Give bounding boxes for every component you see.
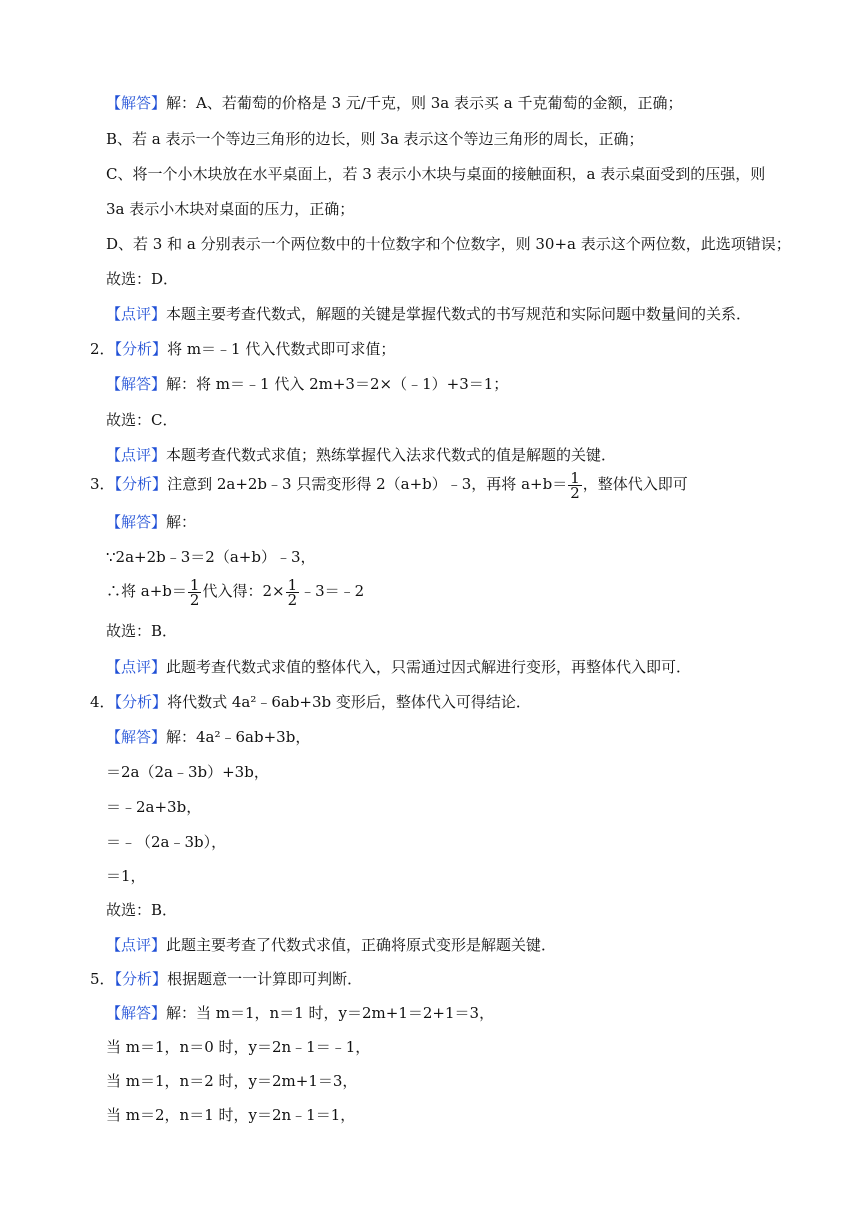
q3-analysis-text-b: ，整体代入即可 (582, 475, 688, 493)
q2-answer (106, 374, 508, 394)
q3-number: 3． (90, 475, 115, 493)
q3-analysis-text-a: 注意到 2a+2b﹣3 只需变形得 2（a+b）﹣3，再将 a+b＝ (167, 475, 568, 493)
fraction-one-half (286, 575, 300, 609)
q4-number: 4． (90, 693, 115, 711)
q4-step-1: ＝2a（2a﹣3b）+3b， (106, 763, 269, 781)
q1-answer-text-1: 解：A、若葡萄的价格是 3 元/千克，则 3a 表示买 a 千克葡萄的金额，正确； (166, 94, 683, 112)
q5-analysis-text: 根据题意一一计算即可判断． (167, 970, 363, 988)
q5-step-1: 当 m＝1，n＝0 时，y＝2n﹣1＝﹣1， (106, 1038, 371, 1056)
q1-choice: 故选：D． (106, 270, 179, 288)
q1-answer-line-3: C、将一个小木块放在水平桌面上，若 3 表示小木块与桌面的接触面积，a 表示桌面受到的压强，则 (106, 165, 766, 183)
q3-answer (106, 512, 196, 532)
q2-choice: 故选：C． (106, 411, 178, 429)
fraction-one-half (188, 575, 202, 609)
comment-tag: 【点评】 (106, 446, 167, 464)
q2-comment (106, 445, 616, 465)
q3-step-2-c: ﹣3＝﹣2 (300, 582, 365, 600)
analysis-tag: 【分析】 (114, 475, 168, 493)
answer-tag: 【解答】 (106, 1004, 167, 1022)
fraction-numerator: 1 (570, 468, 580, 487)
comment-tag: 【点评】 (106, 658, 167, 676)
q2-answer-text: 解：将 m＝﹣1 代入 2m+3＝2×（﹣1）+3＝1； (166, 375, 509, 393)
fraction-one-half (568, 468, 582, 502)
fraction-numerator: 1 (189, 575, 200, 594)
q1-answer-line-2: B、若 a 表示一个等边三角形的边长，则 3a 表示这个等边三角形的周长，正确； (106, 130, 644, 148)
fraction-denominator: 2 (570, 483, 580, 502)
q4-answer (106, 727, 310, 747)
q3-analysis (90, 467, 688, 501)
q5-analysis (90, 969, 362, 989)
q2-number: 2． (90, 340, 115, 358)
q3-step-2 (106, 574, 364, 608)
q3-choice: 故选：B． (106, 622, 178, 640)
comment-tag: 【点评】 (106, 305, 167, 323)
q1-answer-line-5: D、若 3 和 a 分别表示一个两位数中的十位数字和个位数字，则 30+a 表示这个两位数，此选项错误； (106, 235, 791, 253)
q4-step-2: ＝﹣2a+3b， (106, 798, 202, 816)
q3-comment (106, 657, 691, 677)
q5-answer-text: 解：当 m＝1，n＝1 时，y＝2m+1＝2+1＝3， (166, 1004, 495, 1022)
q5-answer (106, 1003, 494, 1023)
q4-analysis (90, 692, 531, 712)
q4-step-3: ＝﹣（2a﹣3b）， (106, 833, 227, 851)
analysis-tag: 【分析】 (114, 970, 168, 988)
q1-comment (106, 304, 751, 324)
q3-answer-text: 解： (166, 513, 197, 531)
answer-tag: 【解答】 (106, 728, 167, 746)
q3-step-2-a: ∴将 a+b＝ (106, 582, 187, 600)
q5-number: 5． (90, 970, 115, 988)
q2-comment-text: 本题考查代数式求值；熟练掌握代入法求代数式的值是解题的关键． (166, 446, 617, 464)
q4-answer-text: 解：4a²﹣6ab+3b， (166, 728, 311, 746)
q4-comment-text: 此题主要考查了代数式求值，正确将原式变形是解题关键． (166, 936, 557, 954)
q4-analysis-text: 将代数式 4a²﹣6ab+3b 变形后，整体代入可得结论． (167, 693, 531, 711)
fraction-numerator: 1 (287, 575, 298, 594)
q5-step-3: 当 m＝2，n＝1 时，y＝2n﹣1＝1， (106, 1106, 356, 1124)
q3-step-1: ∵2a+2b﹣3＝2（a+b）﹣3， (106, 548, 316, 566)
q4-comment (106, 935, 556, 955)
fraction-denominator: 2 (287, 590, 298, 609)
q1-answer-line-1 (106, 93, 683, 113)
analysis-tag: 【分析】 (114, 693, 168, 711)
q1-comment-text: 本题主要考查代数式，解题的关键是掌握代数式的书写规范和实际问题中数量间的关系． (166, 305, 752, 323)
q3-comment-text: 此题考查代数式求值的整体代入，只需通过因式解进行变形，再整体代入即可． (166, 658, 692, 676)
fraction-denominator: 2 (189, 590, 200, 609)
answer-tag: 【解答】 (106, 375, 167, 393)
q2-analysis-text: 将 m＝﹣1 代入代数式即可求值； (167, 340, 396, 358)
comment-tag: 【点评】 (106, 936, 167, 954)
q2-analysis (90, 339, 395, 359)
q4-choice: 故选：B． (106, 901, 178, 919)
q3-step-2-b: 代入得：2× (202, 582, 285, 600)
answer-tag: 【解答】 (106, 94, 167, 112)
q5-step-2: 当 m＝1，n＝2 时，y＝2m+1＝3， (106, 1072, 358, 1090)
answer-tag: 【解答】 (106, 513, 167, 531)
q1-answer-line-4: 3a 表示小木块对桌面的压力，正确； (106, 200, 355, 218)
analysis-tag: 【分析】 (114, 340, 168, 358)
q4-step-4: ＝1， (106, 867, 146, 885)
